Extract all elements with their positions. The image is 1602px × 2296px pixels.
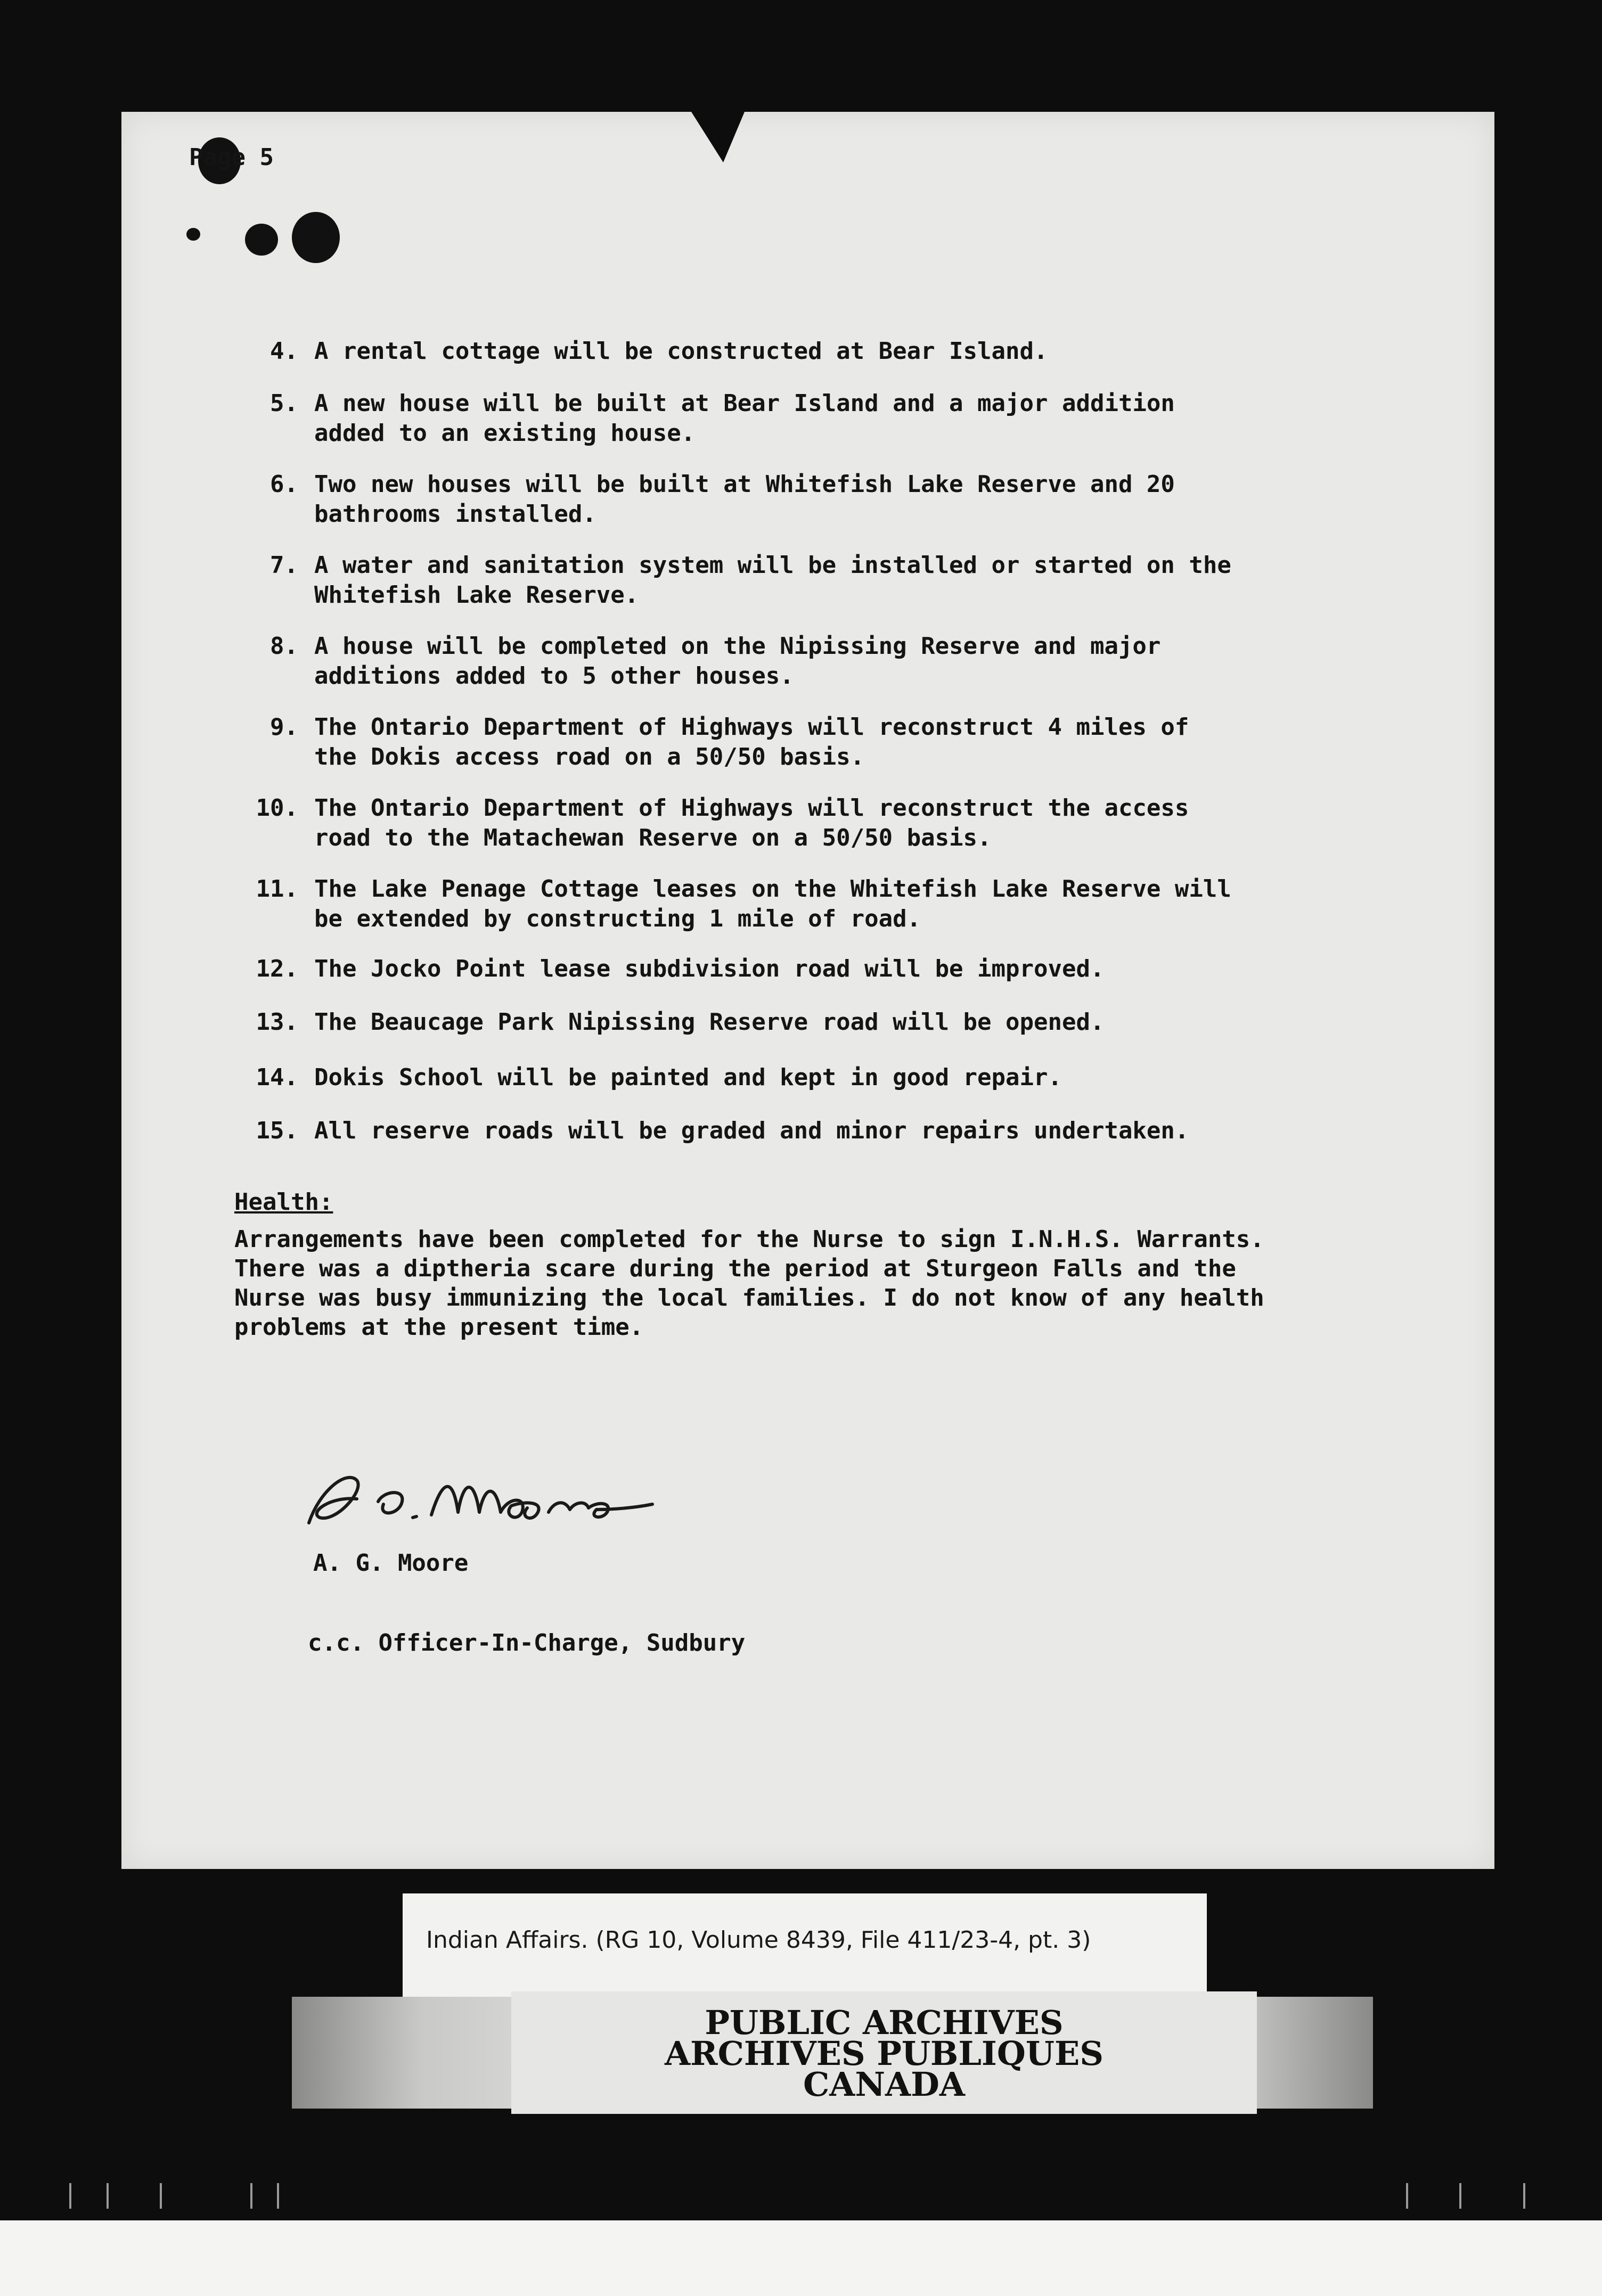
item-number: 8. — [270, 633, 298, 660]
handwritten-signature — [298, 1459, 660, 1539]
film-tick — [277, 2183, 279, 2209]
item-number: 12. — [256, 955, 298, 982]
film-tick — [160, 2183, 162, 2209]
stamp-line: CANADA — [803, 2065, 966, 2104]
stamp-line: ARCHIVES PUBLIQUES — [664, 2034, 1104, 2073]
health-paragraph: Arrangements have been completed for the Nurse to sign I.N.H.S. Warrants. There was a diptheria scare during the period at Sturgeon Falls and the Nurse was busy immunizing the local families. I do not know of any health problems at the present time. — [234, 1226, 1264, 1341]
item-number: 10. — [256, 794, 298, 822]
item-text: Dokis School will be painted and kept in good repair. — [314, 1064, 1062, 1091]
archive-reference: Indian Affairs. (RG 10, Volume 8439, File 411/23-4, pt. 3) — [426, 1926, 1091, 1954]
film-tick — [250, 2183, 252, 2209]
item-number: 9. — [270, 714, 298, 741]
item-number: 7. — [270, 552, 298, 579]
cc-line: c.c. Officer-In-Charge, Sudbury — [308, 1629, 746, 1657]
item-text: The Ontario Department of Highways will reconstruct 4 miles of the Dokis access road on a 50/50 basis. — [314, 714, 1189, 770]
stamp-line: PUBLIC ARCHIVES — [705, 2003, 1064, 2042]
signatory-name: A. G. Moore — [313, 1549, 469, 1577]
document-page — [121, 112, 1494, 1869]
ink-blot — [292, 212, 340, 263]
film-border-strip — [0, 2220, 1602, 2296]
item-text: The Jocko Point lease subdivision road will be improved. — [314, 955, 1105, 982]
item-number: 15. — [256, 1117, 298, 1144]
ink-blot — [245, 224, 278, 256]
item-number: 14. — [256, 1064, 298, 1091]
film-tick — [107, 2183, 109, 2209]
film-tick — [69, 2183, 71, 2209]
item-text: The Lake Penage Cottage leases on the Whitefish Lake Reserve will be extended by constructing 1 mile of road. — [314, 875, 1231, 932]
item-text: A rental cottage will be constructed at Bear Island. — [314, 338, 1048, 365]
film-tick — [1459, 2183, 1461, 2209]
item-text: The Beaucage Park Nipissing Reserve road will be opened. — [314, 1008, 1105, 1036]
item-text: A new house will be built at Bear Island and a major addition added to an existing house. — [314, 390, 1175, 447]
item-text: The Ontario Department of Highways will reconstruct the access road to the Matachewan Reserve on a 50/50 basis. — [314, 794, 1189, 851]
ink-blot — [186, 228, 200, 241]
film-tick — [1523, 2183, 1525, 2209]
section-heading-health: Health: — [234, 1188, 333, 1216]
item-text: A water and sanitation system will be installed or started on the Whitefish Lake Reserve. — [314, 552, 1231, 609]
item-number: 13. — [256, 1008, 298, 1036]
archives-stamp — [511, 2003, 1257, 2104]
item-number: 5. — [270, 390, 298, 417]
item-text: All reserve roads will be graded and minor repairs undertaken. — [314, 1117, 1189, 1144]
item-number: 6. — [270, 471, 298, 498]
film-tick — [1406, 2183, 1408, 2209]
page-header: Page 5 — [189, 144, 274, 171]
item-number: 4. — [270, 338, 298, 365]
item-number: 11. — [256, 875, 298, 903]
item-text: A house will be completed on the Nipissing Reserve and major additions added to 5 other houses. — [314, 633, 1161, 690]
item-text: Two new houses will be built at Whitefish Lake Reserve and 20 bathrooms installed. — [314, 471, 1175, 528]
